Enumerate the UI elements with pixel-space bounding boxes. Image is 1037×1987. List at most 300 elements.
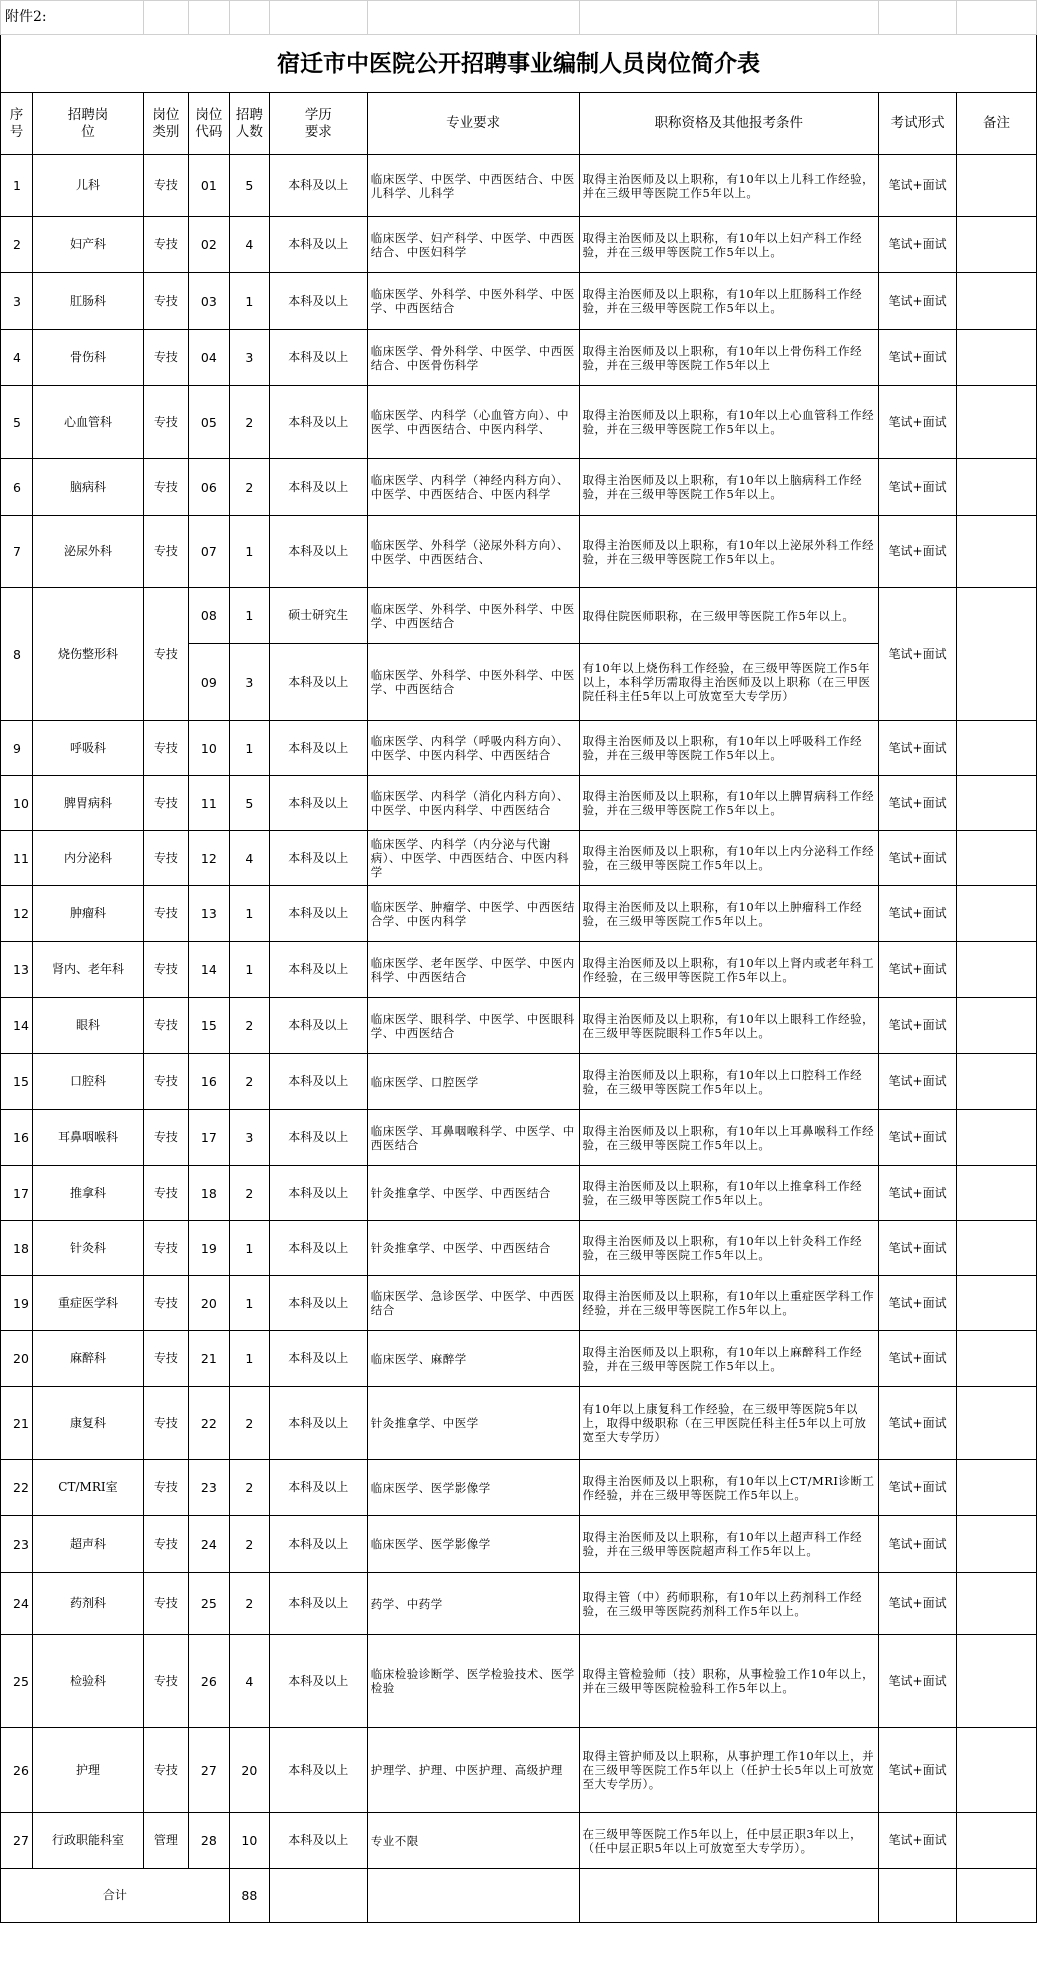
cell-qualification: 取得主治医师及以上职称，有10年以上肛肠科工作经验，并在三级甲等医院工作5年以上。 [579, 273, 879, 330]
cell-major: 临床医学、内科学（神经内科方向）、中医学、中西医结合、中医内科学 [367, 459, 579, 516]
cell-note [957, 1460, 1037, 1516]
cell-count: 2 [229, 386, 269, 459]
cell-qualification: 取得主治医师及以上职称，有10年以上内分泌科工作经验，在三级甲等医院工作5年以上。 [579, 831, 879, 886]
cell-qualification: 取得主管（中）药师职称，有10年以上药剂科工作经验，在三级甲等医院药剂科工作5年以上。 [579, 1573, 879, 1635]
cell-major: 临床医学、眼科学、中医学、中医眼科学、中西医结合 [367, 998, 579, 1054]
cell-seq: 9 [1, 721, 33, 776]
cell-note [957, 273, 1037, 330]
cell-major: 临床医学、麻醉学 [367, 1331, 579, 1387]
cell-education: 本科及以上 [269, 1813, 367, 1869]
cell-code: 28 [188, 1813, 229, 1869]
cell-code: 23 [188, 1460, 229, 1516]
cell-note [957, 155, 1037, 217]
cell-category: 专技 [143, 1331, 188, 1387]
cell-count: 1 [229, 516, 269, 588]
header-exam: 考试形式 [879, 93, 957, 155]
cell-qualification: 取得主管检验师（技）职称，从事检验工作10年以上，并在三级甲等医院检验科工作5年以上。 [579, 1635, 879, 1728]
cell-seq: 14 [1, 998, 33, 1054]
cell-seq: 15 [1, 1054, 33, 1110]
cell-note [957, 1635, 1037, 1728]
cell-qualification: 取得主治医师及以上职称，有10年以上妇产科工作经验，并在三级甲等医院工作5年以上。 [579, 217, 879, 273]
cell-education: 本科及以上 [269, 1054, 367, 1110]
cell-code: 04 [188, 330, 229, 386]
cell-major: 临床医学、中医学、中西医结合、中医儿科学、儿科学 [367, 155, 579, 217]
total-row [1, 1869, 1037, 1923]
table-row [1, 386, 1037, 459]
table-row [1, 1110, 1037, 1166]
cell-position: 重症医学科 [32, 1276, 143, 1331]
cell-education: 本科及以上 [269, 155, 367, 217]
cell-position: 药剂科 [32, 1573, 143, 1635]
cell-major: 针灸推拿学、中医学 [367, 1387, 579, 1460]
cell-qualification: 取得主治医师及以上职称，有10年以上麻醉科工作经验，并在三级甲等医院工作5年以上。 [579, 1331, 879, 1387]
cell-count: 2 [229, 1460, 269, 1516]
table-row [1, 1331, 1037, 1387]
cell-education: 本科及以上 [269, 1166, 367, 1221]
total-empty-cell [269, 1869, 367, 1923]
cell-major: 专业不限 [367, 1813, 579, 1869]
table-row [1, 217, 1037, 273]
cell-count: 1 [229, 588, 269, 644]
cell-seq: 7 [1, 516, 33, 588]
cell-exam: 笔试+面试 [879, 1110, 957, 1166]
cell-position: 心血管科 [32, 386, 143, 459]
cell-exam: 笔试+面试 [879, 1635, 957, 1728]
cell-position: 麻醉科 [32, 1331, 143, 1387]
cell-code: 12 [188, 831, 229, 886]
cell-category: 专技 [143, 721, 188, 776]
header-code: 岗位代码 [188, 93, 229, 155]
cell-seq: 19 [1, 1276, 33, 1331]
cell-category: 专技 [143, 1276, 188, 1331]
cell-count: 2 [229, 1166, 269, 1221]
cell-seq: 5 [1, 386, 33, 459]
cell-qualification: 取得主治医师及以上职称，有10年以上推拿科工作经验，在三级甲等医院工作5年以上。 [579, 1166, 879, 1221]
cell-education: 本科及以上 [269, 273, 367, 330]
table-row [1, 831, 1037, 886]
cell-count: 10 [229, 1813, 269, 1869]
cell-note [957, 1276, 1037, 1331]
cell-education: 本科及以上 [269, 1728, 367, 1813]
header-row [1, 93, 1037, 155]
cell-exam: 笔试+面试 [879, 1516, 957, 1573]
page-title: 宿迁市中医院公开招聘事业编制人员岗位简介表 [1, 35, 1037, 93]
cell-code: 22 [188, 1387, 229, 1460]
table-row [1, 1813, 1037, 1869]
table-row [1, 1166, 1037, 1221]
cell-education: 本科及以上 [269, 776, 367, 831]
table-row [1, 1516, 1037, 1573]
cell-code: 10 [188, 721, 229, 776]
cell-exam: 笔试+面试 [879, 386, 957, 459]
cell-seq: 10 [1, 776, 33, 831]
cell-major: 临床医学、内科学（呼吸内科方向）、中医学、中医内科学、中西医结合 [367, 721, 579, 776]
cell-seq: 22 [1, 1460, 33, 1516]
cell-position: 耳鼻咽喉科 [32, 1110, 143, 1166]
cell-seq: 13 [1, 942, 33, 998]
cell-note [957, 1573, 1037, 1635]
cell-major: 临床医学、医学影像学 [367, 1460, 579, 1516]
cell-category: 专技 [143, 588, 188, 721]
cell-major: 临床医学、外科学、中医外科学、中医学、中西医结合 [367, 588, 579, 644]
cell-qualification: 取得主治医师及以上职称，有10年以上儿科工作经验，并在三级甲等医院工作5年以上。 [579, 155, 879, 217]
cell-code: 02 [188, 217, 229, 273]
cell-position: 脾胃病科 [32, 776, 143, 831]
cell-education: 本科及以上 [269, 1387, 367, 1460]
cell-education: 本科及以上 [269, 644, 367, 721]
cell-note [957, 386, 1037, 459]
cell-education: 本科及以上 [269, 942, 367, 998]
cell-exam: 笔试+面试 [879, 998, 957, 1054]
cell-code: 08 [188, 588, 229, 644]
cell-count: 2 [229, 1573, 269, 1635]
cell-count: 5 [229, 155, 269, 217]
cell-category: 管理 [143, 1813, 188, 1869]
cell-category: 专技 [143, 1221, 188, 1276]
cell-code: 03 [188, 273, 229, 330]
cell-category: 专技 [143, 942, 188, 998]
cell-code: 13 [188, 886, 229, 942]
cell-seq: 27 [1, 1813, 33, 1869]
cell-position: 针灸科 [32, 1221, 143, 1276]
table-row [1, 330, 1037, 386]
cell-note [957, 1331, 1037, 1387]
cell-note [957, 942, 1037, 998]
table-row [1, 155, 1037, 217]
table-row [1, 886, 1037, 942]
total-count: 88 [229, 1869, 269, 1923]
cell-education: 本科及以上 [269, 386, 367, 459]
cell-count: 3 [229, 644, 269, 721]
cell-seq: 3 [1, 273, 33, 330]
cell-code: 06 [188, 459, 229, 516]
header-position: 招聘岗位 [32, 93, 143, 155]
cell-major: 针灸推拿学、中医学、中西医结合 [367, 1166, 579, 1221]
header-count: 招聘人数 [229, 93, 269, 155]
cell-major: 临床医学、妇产科学、中医学、中西医结合、中医妇科学 [367, 217, 579, 273]
cell-major: 临床医学、外科学、中医外科学、中医学、中西医结合 [367, 273, 579, 330]
cell-code: 24 [188, 1516, 229, 1573]
cell-count: 2 [229, 459, 269, 516]
cell-qualification: 取得主治医师及以上职称，有10年以上超声科工作经验，并在三级甲等医院超声科工作5年以上。 [579, 1516, 879, 1573]
table-row [1, 1573, 1037, 1635]
cell-count: 1 [229, 942, 269, 998]
cell-qualification: 取得主治医师及以上职称，有10年以上骨伤科工作经验，并在三级甲等医院工作5年以上 [579, 330, 879, 386]
cell-note [957, 516, 1037, 588]
cell-major: 针灸推拿学、中医学、中西医结合 [367, 1221, 579, 1276]
cell-category: 专技 [143, 1166, 188, 1221]
cell-qualification: 取得主治医师及以上职称，有10年以上口腔科工作经验，在三级甲等医院工作5年以上。 [579, 1054, 879, 1110]
cell-education: 本科及以上 [269, 1516, 367, 1573]
cell-education: 本科及以上 [269, 721, 367, 776]
cell-education: 本科及以上 [269, 1276, 367, 1331]
cell-count: 2 [229, 1054, 269, 1110]
cell-count: 3 [229, 1110, 269, 1166]
cell-education: 本科及以上 [269, 459, 367, 516]
cell-code: 20 [188, 1276, 229, 1331]
cell-count: 1 [229, 721, 269, 776]
total-empty-cell [367, 1869, 579, 1923]
table-row [1, 1728, 1037, 1813]
cell-position: 肛肠科 [32, 273, 143, 330]
cell-qualification: 取得主治医师及以上职称，有10年以上耳鼻喉科工作经验，在三级甲等医院工作5年以上。 [579, 1110, 879, 1166]
table-row [1, 1221, 1037, 1276]
cell-count: 2 [229, 1387, 269, 1460]
cell-major: 护理学、护理、中医护理、高级护理 [367, 1728, 579, 1813]
cell-code: 15 [188, 998, 229, 1054]
cell-count: 2 [229, 998, 269, 1054]
cell-education: 本科及以上 [269, 1573, 367, 1635]
cell-exam: 笔试+面试 [879, 1387, 957, 1460]
table-row [1, 516, 1037, 588]
cell-major: 临床医学、外科学（泌尿外科方向）、中医学、中西医结合、 [367, 516, 579, 588]
cell-position: 肾内、老年科 [32, 942, 143, 998]
cell-education: 本科及以上 [269, 330, 367, 386]
cell-count: 3 [229, 330, 269, 386]
cell-qualification: 有10年以上康复科工作经验，在三级甲等医院5年以上，取得中级职称（在三甲医院任科主任5年以上可放宽至大专学历） [579, 1387, 879, 1460]
cell-category: 专技 [143, 1460, 188, 1516]
cell-category: 专技 [143, 776, 188, 831]
cell-seq: 4 [1, 330, 33, 386]
cell-exam: 笔试+面试 [879, 1221, 957, 1276]
table-row [1, 1460, 1037, 1516]
cell-seq: 25 [1, 1635, 33, 1728]
cell-qualification: 在三级甲等医院工作5年以上，任中层正职3年以上，（任中层正职5年以上可放宽至大专学历）。 [579, 1813, 879, 1869]
cell-exam: 笔试+面试 [879, 1728, 957, 1813]
cell-position: 眼科 [32, 998, 143, 1054]
header-major: 专业要求 [367, 93, 579, 155]
cell-exam: 笔试+面试 [879, 1331, 957, 1387]
header-category: 岗位类别 [143, 93, 188, 155]
cell-education: 本科及以上 [269, 516, 367, 588]
cell-position: 骨伤科 [32, 330, 143, 386]
cell-position: 肿瘤科 [32, 886, 143, 942]
cell-category: 专技 [143, 1054, 188, 1110]
cell-education: 本科及以上 [269, 831, 367, 886]
cell-note [957, 776, 1037, 831]
cell-education: 硕士研究生 [269, 588, 367, 644]
cell-exam: 笔试+面试 [879, 776, 957, 831]
cell-position: 康复科 [32, 1387, 143, 1460]
cell-note [957, 998, 1037, 1054]
cell-position: 儿科 [32, 155, 143, 217]
cell-note [957, 1516, 1037, 1573]
cell-seq: 24 [1, 1573, 33, 1635]
cell-education: 本科及以上 [269, 1110, 367, 1166]
cell-major: 临床医学、外科学、中医外科学、中医学、中西医结合 [367, 644, 579, 721]
cell-exam: 笔试+面试 [879, 942, 957, 998]
cell-position: 超声科 [32, 1516, 143, 1573]
cell-education: 本科及以上 [269, 1635, 367, 1728]
cell-seq: 26 [1, 1728, 33, 1813]
cell-seq: 17 [1, 1166, 33, 1221]
cell-exam: 笔试+面试 [879, 1276, 957, 1331]
cell-seq: 16 [1, 1110, 33, 1166]
cell-exam: 笔试+面试 [879, 1573, 957, 1635]
cell-position: 泌尿外科 [32, 516, 143, 588]
table-row [1, 776, 1037, 831]
cell-count: 4 [229, 217, 269, 273]
cell-exam: 笔试+面试 [879, 217, 957, 273]
cell-code: 09 [188, 644, 229, 721]
table-row [1, 588, 1037, 644]
cell-note [957, 721, 1037, 776]
cell-note [957, 217, 1037, 273]
cell-count: 4 [229, 1635, 269, 1728]
cell-category: 专技 [143, 217, 188, 273]
table-row [1, 942, 1037, 998]
cell-qualification: 有10年以上烧伤科工作经验，在三级甲等医院工作5年以上，本科学历需取得主治医师及以上职称（在三甲医院任科主任5年以上可放宽至大专学历） [579, 644, 879, 721]
cell-major: 临床医学、老年医学、中医学、中医内科学、中西医结合 [367, 942, 579, 998]
cell-position: 妇产科 [32, 217, 143, 273]
cell-exam: 笔试+面试 [879, 588, 957, 721]
cell-code: 14 [188, 942, 229, 998]
cell-exam: 笔试+面试 [879, 459, 957, 516]
cell-seq: 23 [1, 1516, 33, 1573]
cell-code: 16 [188, 1054, 229, 1110]
cell-count: 1 [229, 1276, 269, 1331]
cell-qualification: 取得主治医师及以上职称，有10年以上CT/MRI诊断工作经验，并在三级甲等医院工作5年以上。 [579, 1460, 879, 1516]
cell-note [957, 1166, 1037, 1221]
cell-category: 专技 [143, 1516, 188, 1573]
cell-education: 本科及以上 [269, 998, 367, 1054]
cell-exam: 笔试+面试 [879, 1813, 957, 1869]
cell-qualification: 取得主治医师及以上职称，有10年以上泌尿外科工作经验，并在三级甲等医院工作5年以上。 [579, 516, 879, 588]
cell-position: 呼吸科 [32, 721, 143, 776]
cell-exam: 笔试+面试 [879, 516, 957, 588]
cell-seq: 1 [1, 155, 33, 217]
cell-exam: 笔试+面试 [879, 721, 957, 776]
cell-qualification: 取得主治医师及以上职称，有10年以上针灸科工作经验，在三级甲等医院工作5年以上。 [579, 1221, 879, 1276]
cell-count: 1 [229, 1221, 269, 1276]
cell-note [957, 588, 1037, 721]
cell-qualification: 取得主治医师及以上职称，有10年以上肿瘤科工作经验，在三级甲等医院工作5年以上。 [579, 886, 879, 942]
table-row [1, 459, 1037, 516]
cell-category: 专技 [143, 459, 188, 516]
cell-category: 专技 [143, 1573, 188, 1635]
cell-category: 专技 [143, 155, 188, 217]
cell-note [957, 886, 1037, 942]
table-row [1, 1054, 1037, 1110]
cell-count: 1 [229, 273, 269, 330]
cell-education: 本科及以上 [269, 1331, 367, 1387]
table-row [1, 721, 1037, 776]
cell-code: 11 [188, 776, 229, 831]
cell-qualification: 取得主治医师及以上职称，有10年以上脑病科工作经验，并在三级甲等医院工作5年以上。 [579, 459, 879, 516]
cell-exam: 笔试+面试 [879, 155, 957, 217]
cell-position: 行政职能科室 [32, 1813, 143, 1869]
cell-exam: 笔试+面试 [879, 273, 957, 330]
total-empty-cell [579, 1869, 879, 1923]
cell-exam: 笔试+面试 [879, 1460, 957, 1516]
cell-note [957, 1813, 1037, 1869]
header-qualification: 职称资格及其他报考条件 [579, 93, 879, 155]
cell-exam: 笔试+面试 [879, 1054, 957, 1110]
cell-exam: 笔试+面试 [879, 831, 957, 886]
cell-code: 26 [188, 1635, 229, 1728]
cell-qualification: 取得主治医师及以上职称，有10年以上心血管科工作经验，并在三级甲等医院工作5年以上。 [579, 386, 879, 459]
cell-count: 20 [229, 1728, 269, 1813]
cell-seq: 6 [1, 459, 33, 516]
cell-category: 专技 [143, 1728, 188, 1813]
cell-note [957, 1110, 1037, 1166]
cell-seq: 11 [1, 831, 33, 886]
cell-count: 2 [229, 1516, 269, 1573]
cell-qualification: 取得住院医师职称，在三级甲等医院工作5年以上。 [579, 588, 879, 644]
cell-qualification: 取得主治医师及以上职称，有10年以上眼科工作经验，在三级甲等医院眼科工作5年以上。 [579, 998, 879, 1054]
cell-category: 专技 [143, 330, 188, 386]
cell-major: 临床检验诊断学、医学检验技术、医学检验 [367, 1635, 579, 1728]
cell-count: 1 [229, 886, 269, 942]
cell-category: 专技 [143, 273, 188, 330]
cell-major: 临床医学、内科学（消化内科方向）、中医学、中医内科学、中西医结合 [367, 776, 579, 831]
cell-category: 专技 [143, 1387, 188, 1460]
cell-major: 临床医学、骨外科学、中医学、中西医结合、中医骨伤科学 [367, 330, 579, 386]
cell-note [957, 1387, 1037, 1460]
table-row [1, 1387, 1037, 1460]
cell-major: 药学、中药学 [367, 1573, 579, 1635]
cell-category: 专技 [143, 1110, 188, 1166]
cell-category: 专技 [143, 831, 188, 886]
cell-position: CT/MRI室 [32, 1460, 143, 1516]
cell-qualification: 取得主治医师及以上职称，有10年以上呼吸科工作经验，并在三级甲等医院工作5年以上。 [579, 721, 879, 776]
cell-major: 临床医学、肿瘤学、中医学、中西医结合学、中医内科学 [367, 886, 579, 942]
cell-education: 本科及以上 [269, 1221, 367, 1276]
cell-major: 临床医学、内科学（心血管方向）、中医学、中西医结合、中医内科学、 [367, 386, 579, 459]
total-empty-cell [879, 1869, 957, 1923]
table-row [1, 1276, 1037, 1331]
cell-count: 5 [229, 776, 269, 831]
cell-qualification: 取得主管护师及以上职称，从事护理工作10年以上，并在三级甲等医院工作5年以上（任护士长5年以上可放宽至大专学历）。 [579, 1728, 879, 1813]
cell-education: 本科及以上 [269, 217, 367, 273]
cell-note [957, 459, 1037, 516]
cell-seq: 20 [1, 1331, 33, 1387]
cell-code: 07 [188, 516, 229, 588]
cell-qualification: 取得主治医师及以上职称，有10年以上脾胃病科工作经验，并在三级甲等医院工作5年以上。 [579, 776, 879, 831]
cell-code: 01 [188, 155, 229, 217]
cell-note [957, 1221, 1037, 1276]
cell-position: 口腔科 [32, 1054, 143, 1110]
table-row [1, 1635, 1037, 1728]
header-seq: 序号 [1, 93, 33, 155]
cell-seq: 2 [1, 217, 33, 273]
cell-major: 临床医学、医学影像学 [367, 1516, 579, 1573]
cell-note [957, 831, 1037, 886]
cell-education: 本科及以上 [269, 886, 367, 942]
annex-label: 附件2: [1, 1, 144, 35]
cell-position: 护理 [32, 1728, 143, 1813]
cell-code: 17 [188, 1110, 229, 1166]
cell-exam: 笔试+面试 [879, 330, 957, 386]
cell-position: 检验科 [32, 1635, 143, 1728]
table-row [1, 998, 1037, 1054]
cell-position: 烧伤整形科 [32, 588, 143, 721]
cell-code: 27 [188, 1728, 229, 1813]
cell-qualification: 取得主治医师及以上职称，有10年以上肾内或老年科工作经验，在三级甲等医院工作5年以上。 [579, 942, 879, 998]
header-note: 备注 [957, 93, 1037, 155]
cell-code: 25 [188, 1573, 229, 1635]
cell-code: 18 [188, 1166, 229, 1221]
cell-category: 专技 [143, 998, 188, 1054]
cell-seq: 21 [1, 1387, 33, 1460]
cell-major: 临床医学、口腔医学 [367, 1054, 579, 1110]
cell-note [957, 1728, 1037, 1813]
cell-category: 专技 [143, 386, 188, 459]
cell-count: 4 [229, 831, 269, 886]
cell-note [957, 1054, 1037, 1110]
total-empty-cell [957, 1869, 1037, 1923]
cell-position: 内分泌科 [32, 831, 143, 886]
